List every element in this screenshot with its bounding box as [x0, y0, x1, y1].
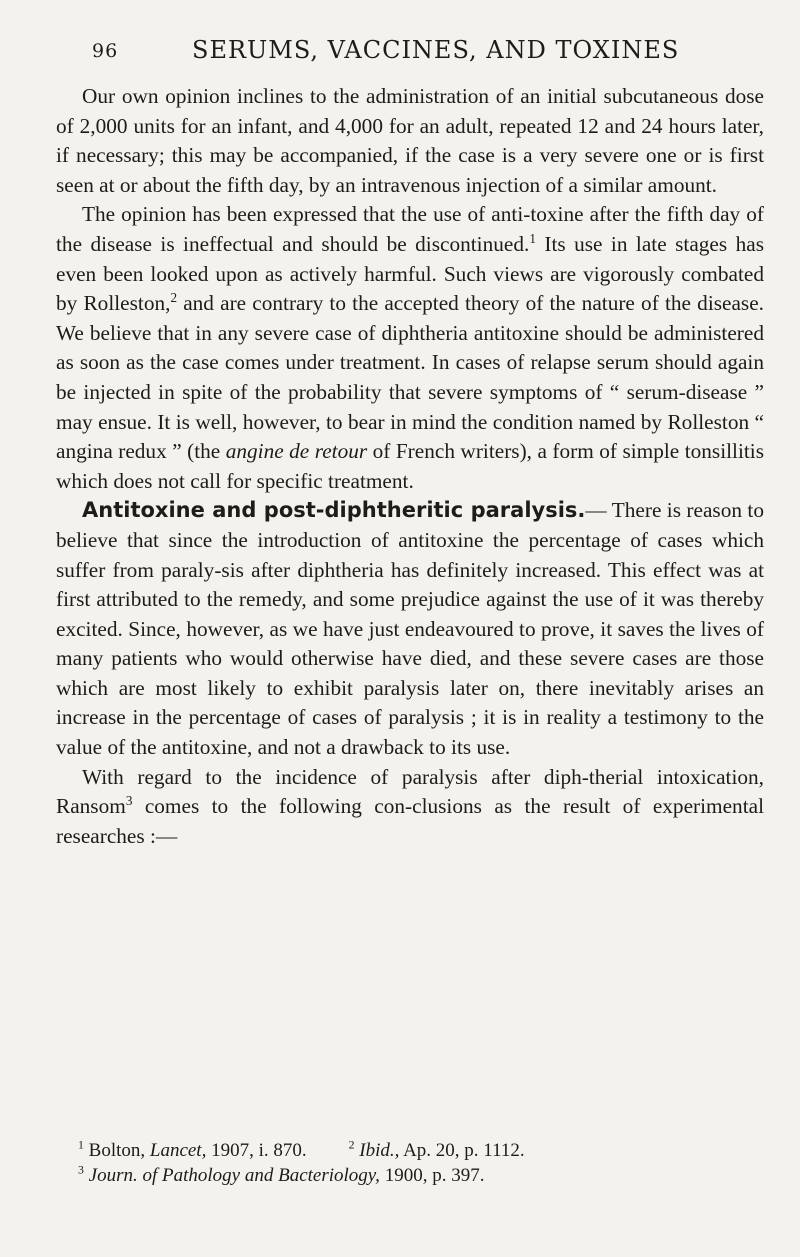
footnote-1-2: $^1$ Bolton, Lancet, 1907, i. 870. $^2$ Ibid., Ap. 20, p. 1112. — [78, 1138, 525, 1161]
section-heading: Antitoxine and post-diphtheritic paralysis. — [82, 498, 586, 523]
paragraph-ransom: With regard to the incidence of paralysis after diph-therial intoxication, Ransom$^3$ comes to the following con-clusions as the result of experimental researches :— — [56, 764, 764, 848]
body-text — [56, 82, 764, 851]
paragraph-dosage: Our own opinion inclines to the administration of an initial subcutaneous dose of 2,000 units for an infant, and 4,000 for an adult, repeated 12 and 24 hours later, if necessary; this may be accompanied, if the case is a very severe one or is first seen at or about the fifth day, by an intravenous injection of a similar amount. — [56, 84, 764, 197]
footnotes — [56, 1138, 764, 1188]
paragraph-late-stage: The opinion has been expressed that the use of anti-toxine after the fifth day of the disease is ineffectual and should be discontinued.$^1$ Its use in late stages has even been looked upon as actively harmful. Such views are vigorously combated by Rolleston,$^2$ and are contrary to the accepted theory of the nature of the disease. We believe that in any severe case of diphtheria antitoxine should be administered as soon as the case comes under treatment. In cases of relapse serum should again be injected in spite of the probability that severe symptoms of “ serum-disease ” may ensue. It is well, however, to bear in mind the condition named by Rolleston “ angina redux ” (the angine de retour of French writers), a form of simple tonsillitis which does not call for specific treatment. — [56, 202, 764, 493]
page-number: 96 — [92, 40, 119, 62]
footnote-ref-2: 2 — [170, 290, 178, 306]
footnote-ref-1: 1 — [529, 230, 536, 246]
footnote-3: $^3$ Journ. of Pathology and Bacteriology, 1900, p. 397. — [78, 1163, 485, 1186]
paragraph-paralysis: Antitoxine and post-diphtheritic paralysis.— There is reason to believe that since the introduction of antitoxine the percentage of cases which suffer from paraly-sis after diphtheria has definitely increased. This effect was at first attributed to the remedy, and some prejudice against the use of it was thereby excited. Since, however, as we have just endeavoured to prove, it saves the lives of many patients who would otherwise have died, and these severe cases are those which are most likely to exhibit paralysis later on, there inevitably arises an increase in the percentage of cases of paralysis ; it is in reality a testimony to the value of the antitoxine, and not a drawback to its use. — [56, 498, 764, 760]
footnote-ref-3: 3 — [125, 793, 133, 809]
running-title: SERUMS, VACCINES, AND TOXINES — [192, 36, 680, 64]
running-head — [92, 36, 732, 76]
